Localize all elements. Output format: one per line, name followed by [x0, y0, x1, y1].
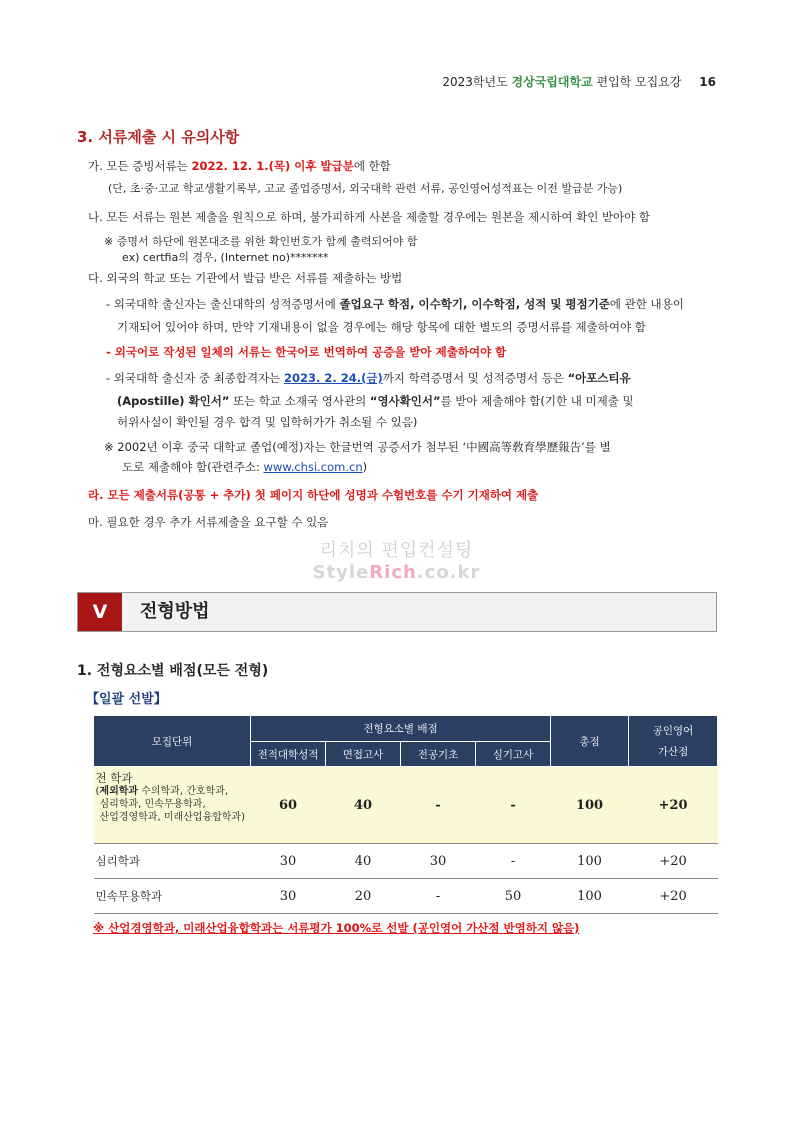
section-3-title: 3. 서류제출 시 유의사항	[77, 128, 240, 146]
table-cell: 30	[251, 879, 326, 914]
item-ga-post: 에 한함	[353, 159, 391, 173]
subsection-1-title: 1. 전형요소별 배점(모든 전형)	[77, 663, 269, 679]
header-total: 총점	[551, 716, 629, 767]
item-da2: - 외국어로 작성된 일체의 서류는 한국어로 번역하여 공증을 받아 제출하여야 함	[106, 345, 507, 359]
table-cell: -	[401, 879, 476, 914]
item-da-note-post: )	[362, 460, 368, 474]
item-da-note-line1: ※ 2002년 이후 중국 대학교 졸업(예정)자는 한글번역 공증서가 첨부된 ‘中國高等敎育學歷報告’를 별	[104, 440, 611, 454]
item-da3-date: 2023. 2. 24.(금)	[283, 371, 383, 385]
item-na-note2: ex) certfia의 경우, (Internet no)*******	[122, 251, 329, 264]
table-cell: +20	[629, 844, 718, 879]
item-ga-sub: (단, 초·중·고교 학교생활기록부, 고교 졸업증명서, 외국대학 관련 서류, 공인영어성적표는 이전 발급분 가능)	[108, 182, 623, 195]
item-ga-date: 2022. 12. 1.(목) 이후 발급분	[191, 159, 354, 173]
header-english	[629, 716, 718, 767]
header-col-gpa: 전적대학성적	[251, 742, 326, 767]
item-da3-mid2: 또는 학교 소재국 영사관의	[233, 394, 367, 408]
row-all-excl-rest: 수의학과, 간호학과,	[138, 786, 229, 797]
table-footnote: ※ 산업경영학과, 미래산업융합학과는 서류평가 100%로 선발 (공인영어 가산점 반영하지 않음)	[93, 921, 580, 935]
row-all-excl-bold: 제외학과	[99, 786, 139, 797]
item-da3-pre: - 외국대학 출신자 중 최종합격자는	[106, 371, 281, 385]
item-ma: 마. 필요한 경우 추가 서류제출을 요구할 수 있음	[88, 515, 329, 529]
header-doc: 편입학 모집요강	[596, 75, 682, 89]
table-cell: 60	[251, 767, 326, 844]
section-5-banner	[77, 592, 717, 632]
table-cell: -	[476, 844, 551, 879]
item-da3-mid: 까지 학력증명서 및 성적증명서 등은	[382, 371, 564, 385]
watermark-domain: .co.kr	[416, 562, 481, 583]
section-5-title: 전형방법	[140, 601, 210, 622]
item-da1-post: 에 관한 내용이	[609, 297, 684, 311]
item-da3-bold3: “영사확인서”	[369, 394, 441, 408]
item-ga-pre: 가. 모든 증빙서류는	[88, 159, 188, 173]
page-header	[442, 73, 716, 90]
watermark-rich: Rich	[369, 562, 417, 583]
table-cell: 30	[401, 844, 476, 879]
header-group: 전형요소별 배점	[251, 716, 551, 742]
item-ra: 라. 모든 제출서류(공통 + 추가) 첫 페이지 하단에 성명과 수험번호를 수기 기재하여 제출	[88, 488, 539, 502]
section-5-number: V	[78, 593, 122, 631]
page-number: 16	[699, 75, 716, 89]
header-unit: 모집단위	[94, 716, 251, 767]
score-table	[93, 715, 718, 914]
item-da3	[106, 370, 631, 386]
item-ga	[88, 158, 391, 174]
row-all-unit: 전 학과 (제외학과 수의학과, 간호학과, 심리학과, 민속무용학과, 산업경영학과, 미래산업융합학과)	[94, 767, 251, 844]
header-university: 경상국립대학교	[511, 75, 593, 89]
table-cell: 100	[551, 879, 629, 914]
header-col-interview: 면접고사	[326, 742, 401, 767]
header-col-major-basic: 전공기초	[401, 742, 476, 767]
item-da3-post: 를 받아 제출해야 함(기한 내 미제출 및	[440, 394, 634, 408]
table-cell: -	[476, 767, 551, 844]
table-cell: 30	[251, 844, 326, 879]
header-col-practical: 실기고사	[476, 742, 551, 767]
watermark-line2	[0, 562, 793, 583]
header-year: 2023학년도	[442, 75, 508, 89]
table-row	[94, 879, 718, 914]
watermark-style: Style	[312, 562, 370, 583]
row-all-l3: 심리학과, 민속무용학과,	[99, 799, 206, 810]
table-cell: -	[401, 767, 476, 844]
table-cell: 40	[326, 844, 401, 879]
row-psy-unit: 심리학과	[94, 844, 251, 879]
watermark-line1: 리치의 편입컨설팅	[319, 540, 474, 561]
item-na: 나. 모든 서류는 원본 제출을 원칙으로 하며, 불가피하게 사본을 제출할 경우에는 원본을 제시하여 확인 받아야 함	[88, 210, 651, 224]
chsi-link[interactable]: www.chsi.com.cn	[263, 460, 363, 474]
table-cell: 100	[551, 767, 629, 844]
header-english-line2: 가산점	[657, 746, 689, 758]
table-row	[94, 767, 718, 844]
item-da3-line3: 허위사실이 확인될 경우 합격 및 입학허가가 취소될 수 있음)	[117, 415, 418, 429]
row-dance-unit: 민속무용학과	[94, 879, 251, 914]
table-cell: 100	[551, 844, 629, 879]
item-da3-bold2: (Apostille) 확인서”	[117, 394, 230, 408]
selection-type-label: 【일괄 선발】	[86, 692, 167, 707]
table-cell: 50	[476, 879, 551, 914]
row-all-l4: 산업경영학과, 미래산업융합학과)	[99, 812, 245, 823]
item-da-note-pre: 도로 제출해야 함(관련주소:	[122, 460, 260, 474]
header-english-line1: 공인영어	[652, 725, 694, 737]
item-da3-line2	[117, 393, 634, 409]
item-da1	[106, 296, 684, 312]
item-na-note1: ※ 증명서 하단에 원본대조를 위한 확인번호가 함께 출력되어야 함	[104, 235, 418, 248]
item-da: 다. 외국의 학교 또는 기관에서 발급 받은 서류를 제출하는 방법	[88, 271, 403, 285]
item-da1-pre: - 외국대학 출신자는 출신대학의 성적증명서에	[106, 297, 336, 311]
table-cell: +20	[629, 879, 718, 914]
table-row	[94, 844, 718, 879]
item-da3-bold1: “아포스티유	[567, 371, 631, 385]
table-cell: 20	[326, 879, 401, 914]
row-all-title: 전 학과	[95, 771, 133, 785]
item-da-note-line2	[122, 459, 367, 475]
table-cell: +20	[629, 767, 718, 844]
item-da1-line2: 기재되어 있어야 하며, 만약 기재내용이 없을 경우에는 해당 항목에 대한 별도의 증명서류를 제출하여야 함	[117, 320, 646, 334]
table-cell: 40	[326, 767, 401, 844]
item-da1-bold: 졸업요구 학점, 이수학기, 이수학점, 성적 및 평점기준	[339, 297, 610, 311]
